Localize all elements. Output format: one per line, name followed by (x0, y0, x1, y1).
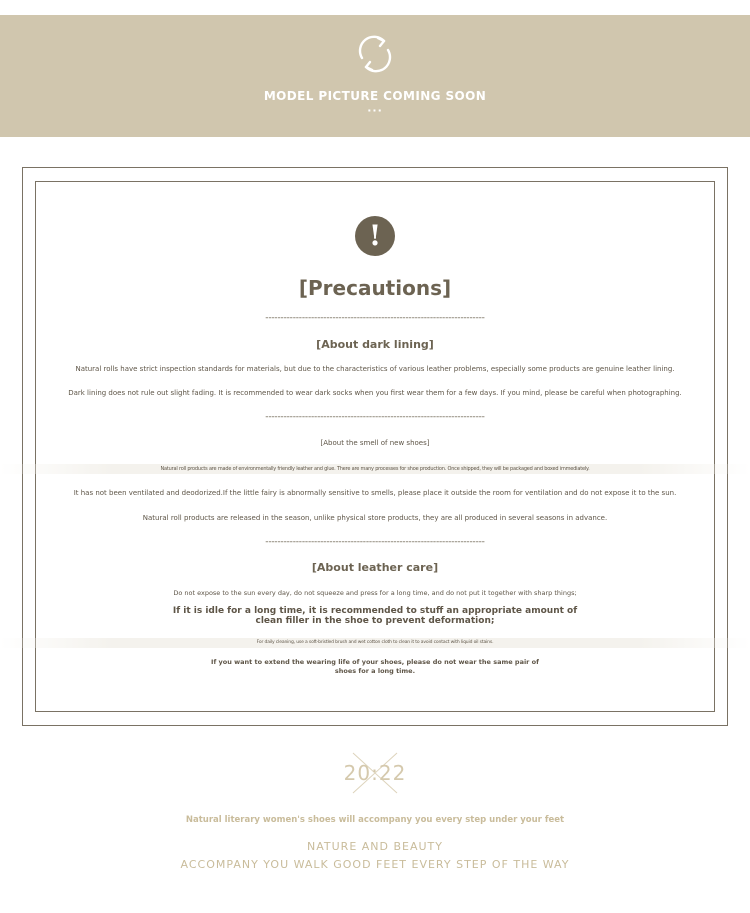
banner-dots: ··· (367, 104, 383, 117)
divider: ------------------------------------------------------------------------ (265, 313, 485, 323)
paragraph: Dark lining does not rule out slight fading. It is recommended to wear dark socks when you first wear them for a few days. If you mind, please be careful when photographing. (68, 389, 682, 397)
precautions-title: [Precautions] (298, 276, 452, 300)
year-emblem (335, 750, 415, 796)
refresh-icon (350, 28, 400, 78)
paragraph: If it is idle for a long time, it is recommended to stuff an appropriate amount of clean filler in the shoe to prevent deformation; (172, 606, 578, 626)
paragraph: For daily cleaning, use a soft-bristled brush and wet cotton cloth to clean it to avoid contact with liquid oil stains. (0, 638, 750, 648)
section-heading-new-shoes-smell: [About the smell of new shoes] (320, 439, 430, 447)
paragraph: Natural roll products are made of environmentally friendly leather and glue. There are many processes for shoe production. Once shipped, they will be packaged and boxed immediately. (0, 464, 750, 474)
footer-tagline: Natural literary women's shoes will accompany you every step under your feet (185, 815, 565, 825)
section-heading-dark-lining: [About dark lining] (316, 338, 434, 351)
divider: ------------------------------------------------------------------------ (265, 537, 485, 547)
banner-title: MODEL PICTURE COMING SOON (263, 89, 487, 103)
footer-line-1: NATURE AND BEAUTY (307, 840, 443, 853)
year-text: 20:22 (343, 761, 407, 785)
paragraph: If you want to extend the wearing life of your shoes, please do not wear the same pair of shoes for a long time. (211, 658, 539, 675)
exclamation-icon: ! (355, 216, 395, 256)
paragraph: It has not been ventilated and deodorized.If the little fairy is abnormally sensitive to smells, please place it outside the room for ventilation and do not expose it to the sun. (73, 489, 677, 497)
footer-line-2: ACCOMPANY YOU WALK GOOD FEET EVERY STEP OF THE WAY (180, 858, 570, 871)
section-heading-leather-care: [About leather care] (311, 561, 439, 574)
paragraph: Do not expose to the sun every day, do not squeeze and press for a long time, and do not put it together with sharp things; (173, 589, 577, 597)
paragraph: Natural roll products are released in the season, unlike physical store products, they are all produced in several seasons in advance. (142, 514, 608, 522)
paragraph: Natural rolls have strict inspection standards for materials, but due to the characteristics of various leather problems, especially some products are genuine leather lining. (75, 365, 675, 373)
divider: ------------------------------------------------------------------------ (265, 412, 485, 422)
